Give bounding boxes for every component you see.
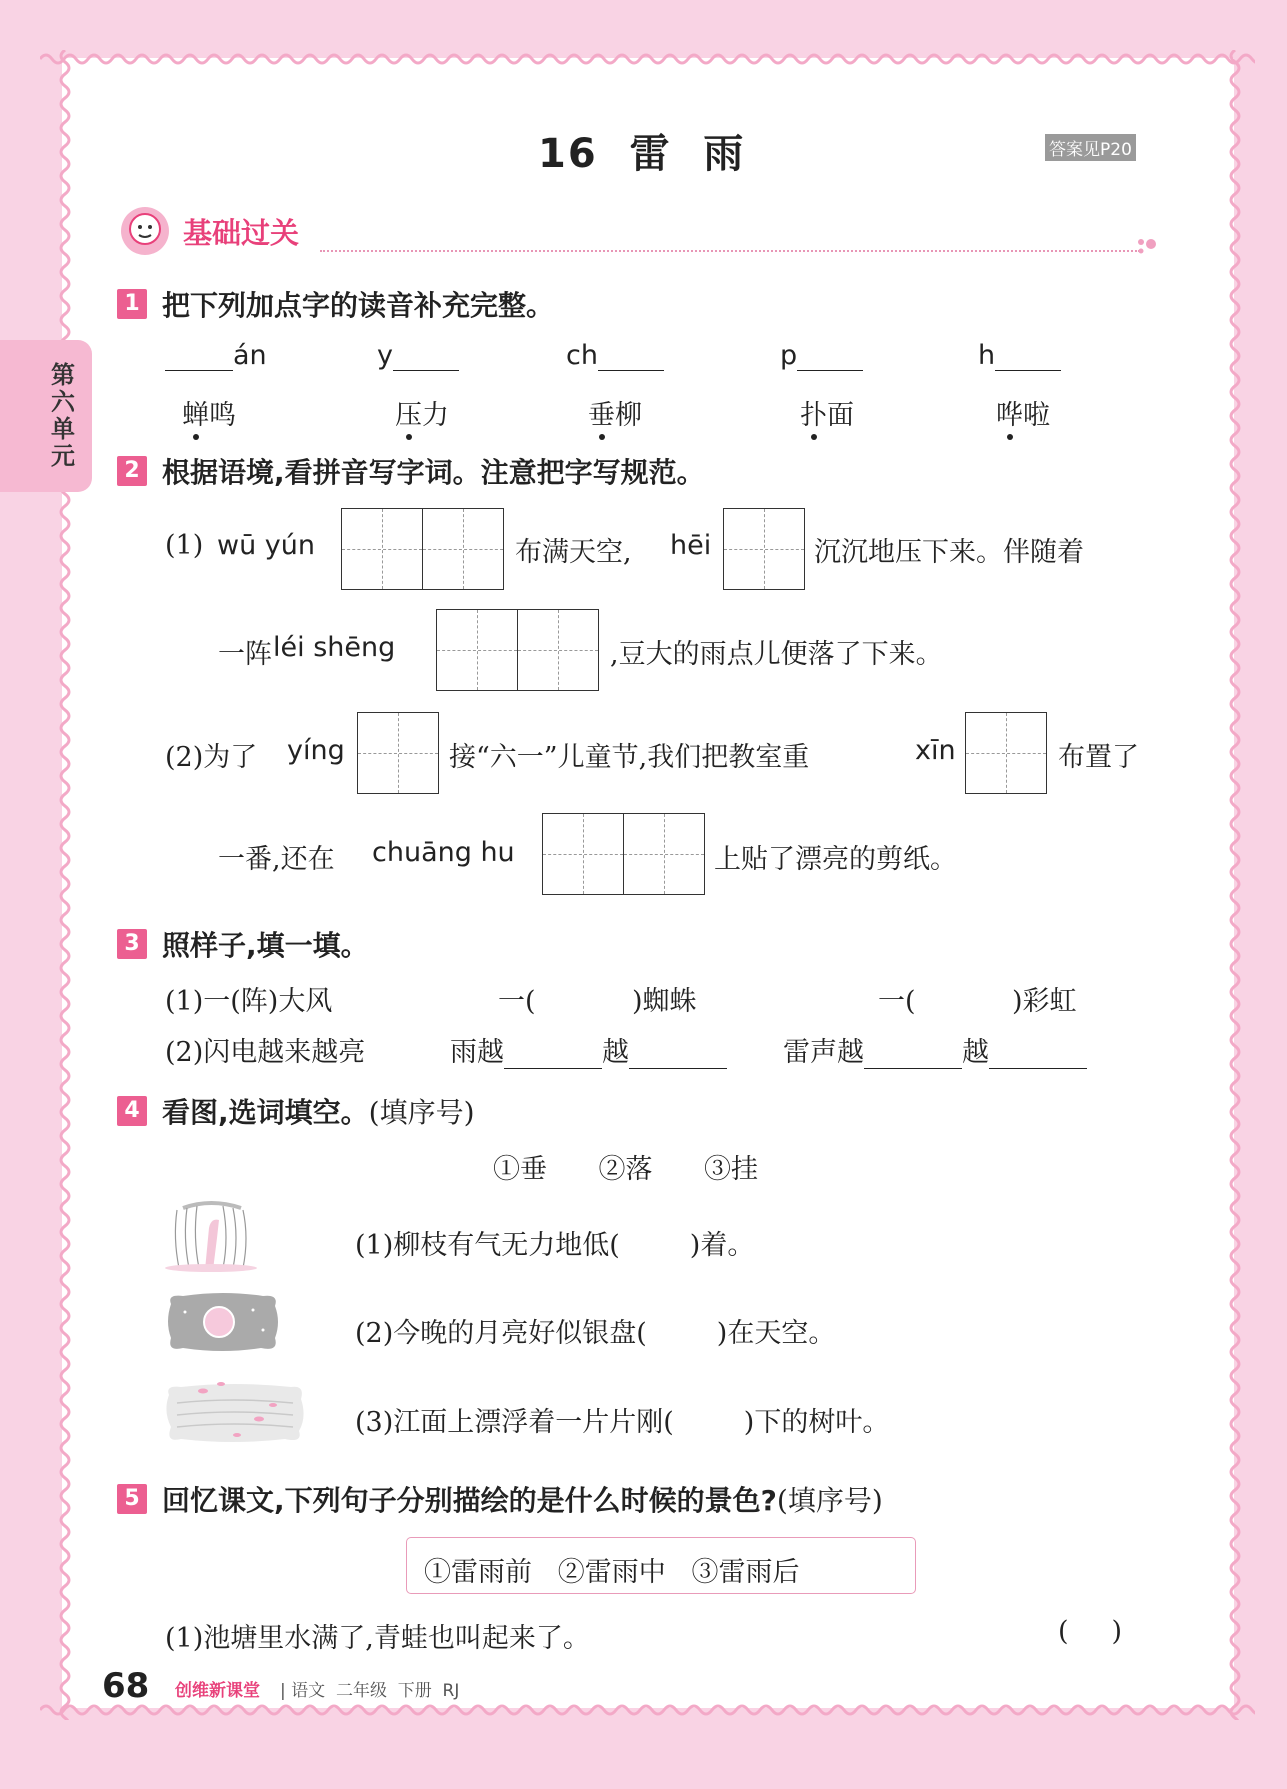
q5-sentence-1: (1)池塘里水满了,青蛙也叫起来了。 — [165, 1623, 590, 1654]
q3-row2-blank-1[interactable] — [504, 1042, 602, 1069]
q2-line3-pinyin-1: yíng — [287, 735, 345, 766]
q2-line4-text-1: 一番,还在 — [218, 844, 335, 875]
footer-info: | 语文 二年级 下册 RJ — [280, 1681, 460, 1701]
q2-box-chuanghu[interactable] — [542, 813, 705, 895]
q1-blank-2[interactable] — [393, 344, 459, 371]
q2-line1-pinyin-2: hēi — [670, 530, 712, 561]
q1-word-5: 哗啦 — [996, 400, 1050, 431]
question-5-number: 5 — [117, 1484, 147, 1514]
q4-sentence-2: (2)今晚的月亮好似银盘( )在天空。 — [355, 1318, 836, 1349]
q1-pinyin-5: h — [978, 340, 1061, 371]
q2-box-leisheng[interactable] — [436, 609, 599, 691]
q2-line4-pinyin: chuāng hu — [372, 837, 515, 868]
page-number: 68 — [102, 1666, 150, 1706]
q5-answer-paren-1[interactable]: ( ) — [1058, 1616, 1122, 1647]
question-4-text: 看图,选词填空。(填序号) — [162, 1096, 475, 1129]
q2-line3-text-3: 布置了 — [1058, 742, 1139, 773]
question-5-text: 回忆课文,下列句子分别描绘的是什么时候的景色?(填序号) — [162, 1484, 883, 1517]
mascot-icon — [117, 205, 173, 257]
unit-tab-label: 第六单元 — [51, 361, 75, 470]
q1-word-1: 蝉鸣 — [182, 400, 236, 431]
q2-line1-text-2: 沉沉地压下来。伴随着 — [814, 537, 1084, 568]
moon-night-image — [163, 1290, 281, 1354]
question-2-text: 根据语境,看拼音写字词。注意把字写规范。 — [162, 456, 705, 489]
q2-box-ying[interactable] — [357, 712, 439, 794]
q1-pinyin-4: p — [780, 340, 863, 371]
wavy-border-top — [40, 44, 1255, 74]
q2-line2-text-2: ,豆大的雨点儿便落了下来。 — [610, 639, 943, 670]
question-1-text: 把下列加点字的读音补充完整。 — [162, 289, 555, 322]
q1-pinyin-2: y — [377, 340, 459, 371]
lesson-title: 16 雷 雨 — [538, 131, 746, 177]
q2-line2-text-1: 一阵 — [218, 639, 272, 670]
question-2-number: 2 — [117, 456, 147, 486]
q3-row2-example: (2)闪电越来越亮 — [165, 1037, 366, 1068]
wavy-border-left — [50, 50, 80, 1720]
q2-line3-text-1: (2)为了 — [165, 742, 258, 773]
q1-blank-4[interactable] — [797, 344, 863, 371]
q1-word-2: 压力 — [395, 400, 449, 431]
q5-options: ①雷雨前 ②雷雨中 ③雷雨后 — [424, 1557, 800, 1588]
river-leaves-image — [163, 1375, 307, 1445]
q1-blank-3[interactable] — [598, 344, 664, 371]
q1-pinyin-1: án — [165, 340, 267, 371]
question-3-number: 3 — [117, 929, 147, 959]
q2-box-hei[interactable] — [723, 508, 805, 590]
q2-box-wuyun[interactable] — [341, 508, 504, 590]
q3-row1-example: (1)一(阵)大风 — [165, 986, 333, 1017]
question-1-number: 1 — [117, 289, 147, 319]
q2-line4-text-2: 上贴了漂亮的剪纸。 — [714, 844, 957, 875]
section-divider — [320, 250, 1140, 252]
section-title: 基础过关 — [183, 216, 300, 250]
q3-row1-item2-a: 一( — [878, 986, 916, 1017]
q3-row2-blank-4[interactable] — [989, 1042, 1087, 1069]
q3-row2-item2: 雷声越 越 — [783, 1030, 1087, 1069]
q1-blank-5[interactable] — [995, 344, 1061, 371]
q1-pinyin-3: ch — [566, 340, 664, 371]
question-3-text: 照样子,填一填。 — [162, 929, 369, 962]
q3-row2-blank-3[interactable] — [864, 1042, 962, 1069]
unit-tab — [0, 340, 92, 492]
decorative-dots-icon — [1135, 236, 1161, 256]
q3-row1-item1-b: )蜘蛛 — [632, 986, 697, 1017]
q2-line1-label: (1) — [165, 530, 204, 561]
wavy-border-right — [1220, 50, 1250, 1720]
q3-row2-blank-2[interactable] — [629, 1042, 727, 1069]
q2-line3-pinyin-2: xīn — [915, 735, 956, 766]
q2-line3-text-2: 接“六一”儿童节,我们把教室重 — [449, 742, 810, 773]
q4-sentence-1: (1)柳枝有气无力地低( )着。 — [355, 1230, 755, 1261]
q3-row1-item1-a: 一( — [498, 986, 536, 1017]
q1-word-4: 扑面 — [800, 400, 854, 431]
q1-blank-1[interactable] — [165, 344, 233, 371]
q4-options: ①垂 ②落 ③挂 — [493, 1154, 758, 1185]
willow-tree-image — [163, 1198, 259, 1272]
question-4-number: 4 — [117, 1096, 147, 1126]
footer-brand: 创维新课堂 — [175, 1681, 260, 1701]
q2-line2-pinyin: léi shēng — [273, 632, 396, 663]
q3-row1-item2-b: )彩虹 — [1012, 986, 1077, 1017]
q2-box-xin[interactable] — [965, 712, 1047, 794]
q3-row1-blank-1[interactable] — [550, 979, 630, 1009]
q2-line1-pinyin-1: wū yún — [217, 530, 315, 561]
q2-line1-text-1: 布满天空, — [515, 537, 632, 568]
q3-row1-blank-2[interactable] — [930, 979, 1015, 1009]
q1-word-3: 垂柳 — [588, 400, 642, 431]
q4-sentence-3: (3)江面上漂浮着一片片刚( )下的树叶。 — [355, 1407, 890, 1438]
q3-row2-item1: 雨越 越 — [450, 1030, 727, 1069]
answer-reference-badge: 答案见P20 — [1045, 134, 1136, 161]
